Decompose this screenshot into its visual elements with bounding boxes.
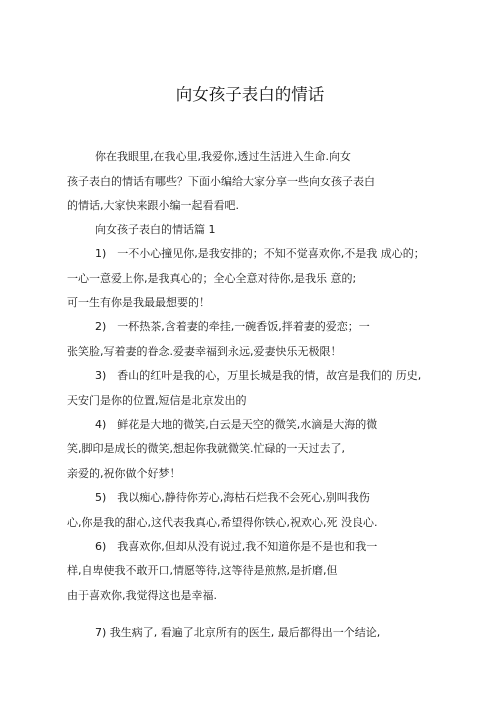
paragraph-line: 2) 一杯热茶,含着妻的牵挂,一碗香饭,拌着妻的爱恋；一 — [95, 320, 370, 333]
document-title: 向女孩子表白的情话 — [175, 85, 325, 104]
paragraph-line: 3) 香山的红叶是我的心，万里长城是我的情，故宫是我们的 历史, — [95, 369, 422, 382]
paragraph-line: 可一生有你是我最最想要的！ — [67, 296, 210, 309]
paragraph-line: 一心一意爱上你,是我真心的；全心全意对待你,是我乐 意的; — [67, 272, 357, 285]
paragraph-line: 的情话,大家快来跟小编一起看看吧. — [67, 199, 239, 212]
paragraph-line: 4) 鲜花是大地的微笑,白云是天空的微笑,水滴是大海的微 — [95, 418, 378, 431]
paragraph-line: 笑,脚印是成长的微笑,想起你我就微笑.忙碌的一天过去了, — [67, 442, 345, 455]
paragraph-line: 孩子表白的情话有哪些？下面小编给大家分享一些向女孩子表白 — [67, 175, 375, 188]
paragraph-line: 亲爱的,祝你做个好梦！ — [67, 467, 181, 480]
paragraph-line: 7) 我生病了, 看遍了北京所有的医生, 最后都得出一个结论, — [95, 626, 381, 639]
paragraph-line: 心,你是我的甜心,这代表我真心,希望得你铁心,祝欢心,死 没良心. — [67, 516, 378, 529]
paragraph-line: 5) 我以痴心,静待你芳心,海枯石烂我不会死心,别叫我伤 — [95, 491, 370, 504]
paragraph-line: 样,自卑使我不敢开口,情愿等待,这等待是煎熬,是折磨,但 — [67, 564, 338, 577]
paragraph-line: 张笑脸,写着妻的眷念.爱妻幸福到永远,爱妻快乐无极限！ — [67, 345, 342, 358]
section-heading: 向女孩子表白的情话篇 1 — [95, 223, 216, 236]
paragraph-line: 天安门是你的位置,短信是北京发出的 — [67, 394, 247, 407]
paragraph-line: 你在我眼里,在我心里,我爱你,透过生活进入生命.向女 — [95, 150, 351, 163]
paragraph-line: 6) 我喜欢你,但却从没有说过,我不知道你是不是也和我一 — [95, 540, 378, 553]
paragraph-line: 由于喜欢你,我觉得这也是幸福. — [67, 589, 217, 602]
paragraph-line: 1) 一不小心撞见你,是我安排的；不知不觉喜欢你,不是我 成心的； — [95, 247, 425, 260]
